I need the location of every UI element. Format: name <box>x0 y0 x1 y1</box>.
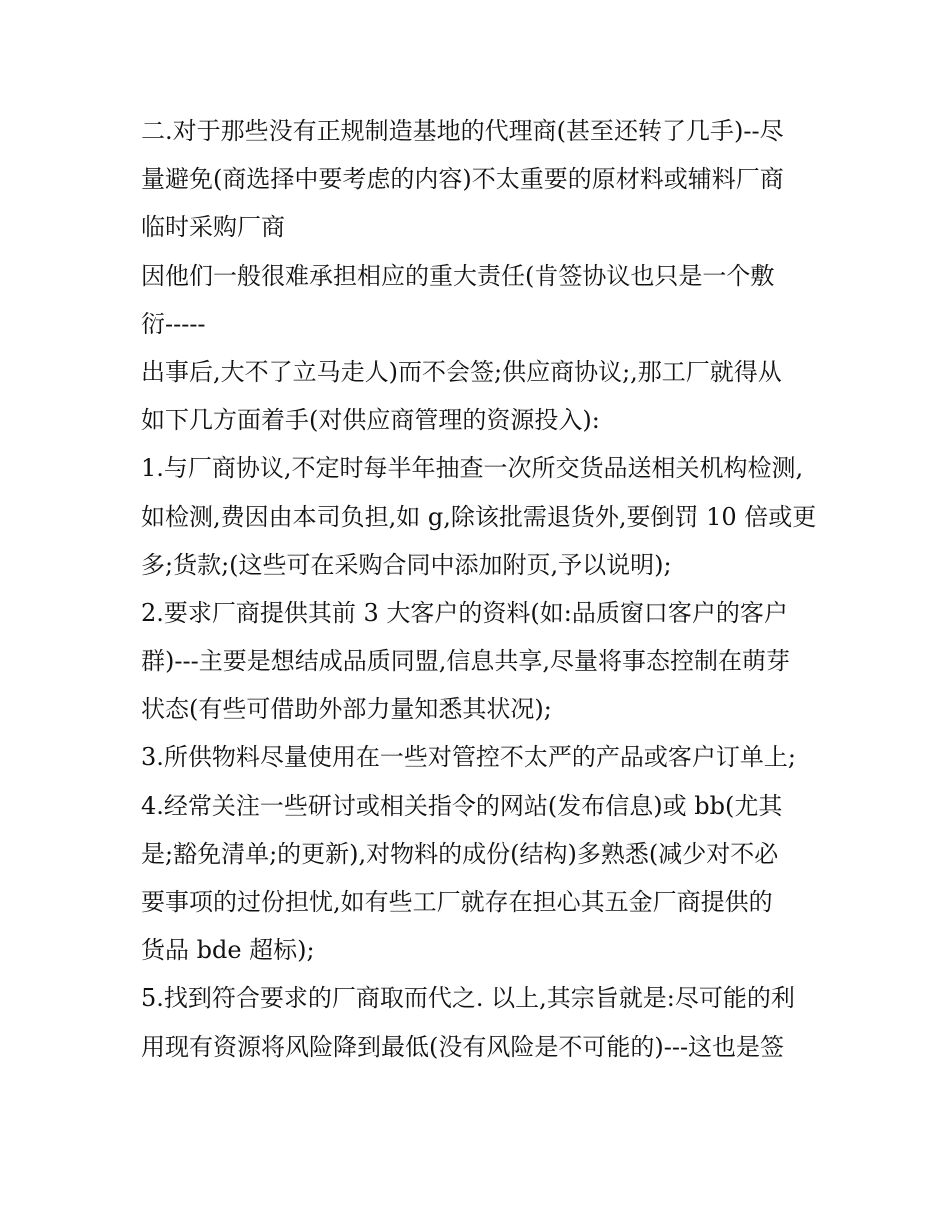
text-line: 3.所供物料尽量使用在一些对管控不太严的产品或客户订单上; <box>141 743 796 772</box>
text-line: 用现有资源将风险降到最低(没有风险是不可能的)---这也是签 <box>141 1032 785 1061</box>
text-line: 如下几方面着手(对供应商管理的资源投入): <box>141 406 600 435</box>
text-line: 是;豁免清单;的更新),对物料的成份(结构)多熟悉(减少对不必 <box>141 839 779 868</box>
text-line: 5.找到符合要求的厂商取而代之. 以上,其宗旨就是:尽可能的利 <box>141 984 795 1013</box>
text-line: 量避免(商选择中要考虑的内容)不太重要的原材料或辅料厂商 <box>141 165 784 194</box>
text-line: 群)---主要是想结成品质同盟,信息共享,尽量将事态控制在萌芽 <box>141 647 790 676</box>
text-line: 要事项的过份担忧,如有些工厂就存在担心其五金厂商提供的 <box>141 888 773 916</box>
text-line: 出事后,大不了立马走人)而不会签;供应商协议;,那工厂就得从 <box>141 357 782 386</box>
text-line: 临时采购厂商 <box>141 213 285 242</box>
text-line: 多;货款;(这些可在采购合同中添加附页,予以说明); <box>141 550 672 579</box>
text-line: 1.与厂商协议,不定时每半年抽查一次所交货品送相关机构检测, <box>141 454 804 483</box>
text-line: 货品 bde 超标); <box>141 936 315 965</box>
document-body <box>141 112 821 1076</box>
text-line: 2.要求厂商提供其前 3 大客户的资料(如:品质窗口客户的客户 <box>141 598 788 627</box>
text-line: 状态(有些可借助外部力量知悉其状况); <box>141 695 552 724</box>
text-line: 二.对于那些没有正规制造基地的代理商(甚至还转了几手)--尽 <box>141 117 784 145</box>
text-line: 4.经常关注一些研讨或相关指令的网站(发布信息)或 bb(尤其 <box>141 791 783 820</box>
text-line: 如检测,费因由本司负担,如 g,除该批需退货外,要倒罚 10 倍或更 <box>141 502 817 531</box>
text-line: 因他们一般很难承担相应的重大责任(肯签协议也只是一个敷 <box>141 261 775 290</box>
text-line: 衍----- <box>141 309 206 338</box>
